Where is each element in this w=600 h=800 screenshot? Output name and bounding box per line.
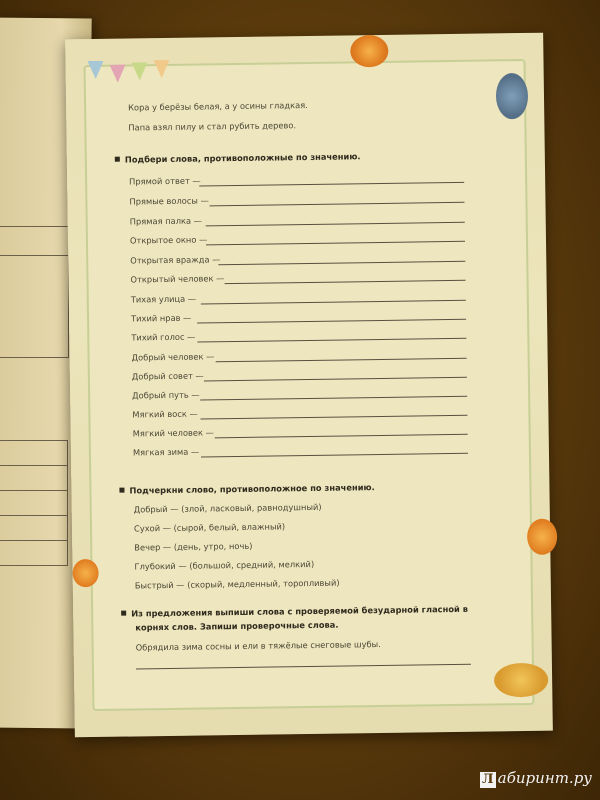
- task2-item: Вечер — (день, утро, ночь): [134, 540, 253, 553]
- task1-item: Прямая палка —: [129, 215, 203, 227]
- task2-item: Добрый — (злой, ласковый, равнодушный): [133, 501, 322, 515]
- task1-item: Тихий голос —: [131, 331, 196, 343]
- left-page-table-bottom: [0, 440, 68, 560]
- task1-item: Тихий нрав —: [130, 312, 192, 324]
- bullet-icon: [115, 157, 120, 162]
- sentence-2: Папа взял пилу и стал рубить дерево.: [128, 120, 297, 133]
- workbook-page: [65, 33, 553, 738]
- task3-sentence: Обрядила зима сосны и ели в тяжёлые снеговые шубы.: [135, 639, 381, 653]
- task2-item: Глубокий — (большой, средний, мелкий): [134, 558, 315, 572]
- task1-heading: Подбери слова, противоположные по значению.: [115, 151, 361, 164]
- task1-item: Прямые волосы —: [129, 195, 209, 207]
- task1-item: Открытая вражда —: [130, 254, 221, 266]
- task1-item: Добрый человек —: [131, 351, 215, 363]
- task1-item: Добрый совет —: [131, 370, 204, 382]
- task1-item: Открытый человек —: [130, 273, 225, 285]
- task1-item: Мягкий воск —: [132, 408, 198, 420]
- task1-item: Добрый путь —: [132, 389, 200, 401]
- task2-heading: Подчеркни слово, противоположное по значению.: [119, 482, 374, 496]
- task1-item: Мягкая зима —: [132, 446, 200, 458]
- bullet-icon: [121, 611, 126, 616]
- basket-decoration: [494, 663, 548, 698]
- task1-item: Тихая улица —: [130, 293, 197, 305]
- mailbox-decoration: [496, 73, 529, 119]
- watermark-logo: Л абиринт.ру: [480, 769, 592, 788]
- task2-item: Быстрый — (скорый, медленный, торопливый): [134, 577, 340, 591]
- sentence-1: Кора у берёзы белая, а у осины гладкая.: [128, 99, 308, 113]
- task1-item: Прямой ответ —: [129, 175, 201, 187]
- task1-item: Открытое окно —: [129, 234, 208, 246]
- task1-item: Мягкий человек —: [132, 427, 215, 439]
- task3-heading-line1: Из предложения выпиши слова с проверяемой безударной гласной в: [121, 604, 468, 619]
- flower-decoration: [527, 519, 557, 555]
- bullet-icon: [119, 488, 124, 493]
- left-page-table-top: [0, 226, 69, 358]
- task2-item: Сухой — (сырой, белый, влажный): [133, 521, 286, 534]
- task3-heading-line2: корнях слов. Запиши проверочные слова.: [135, 619, 339, 633]
